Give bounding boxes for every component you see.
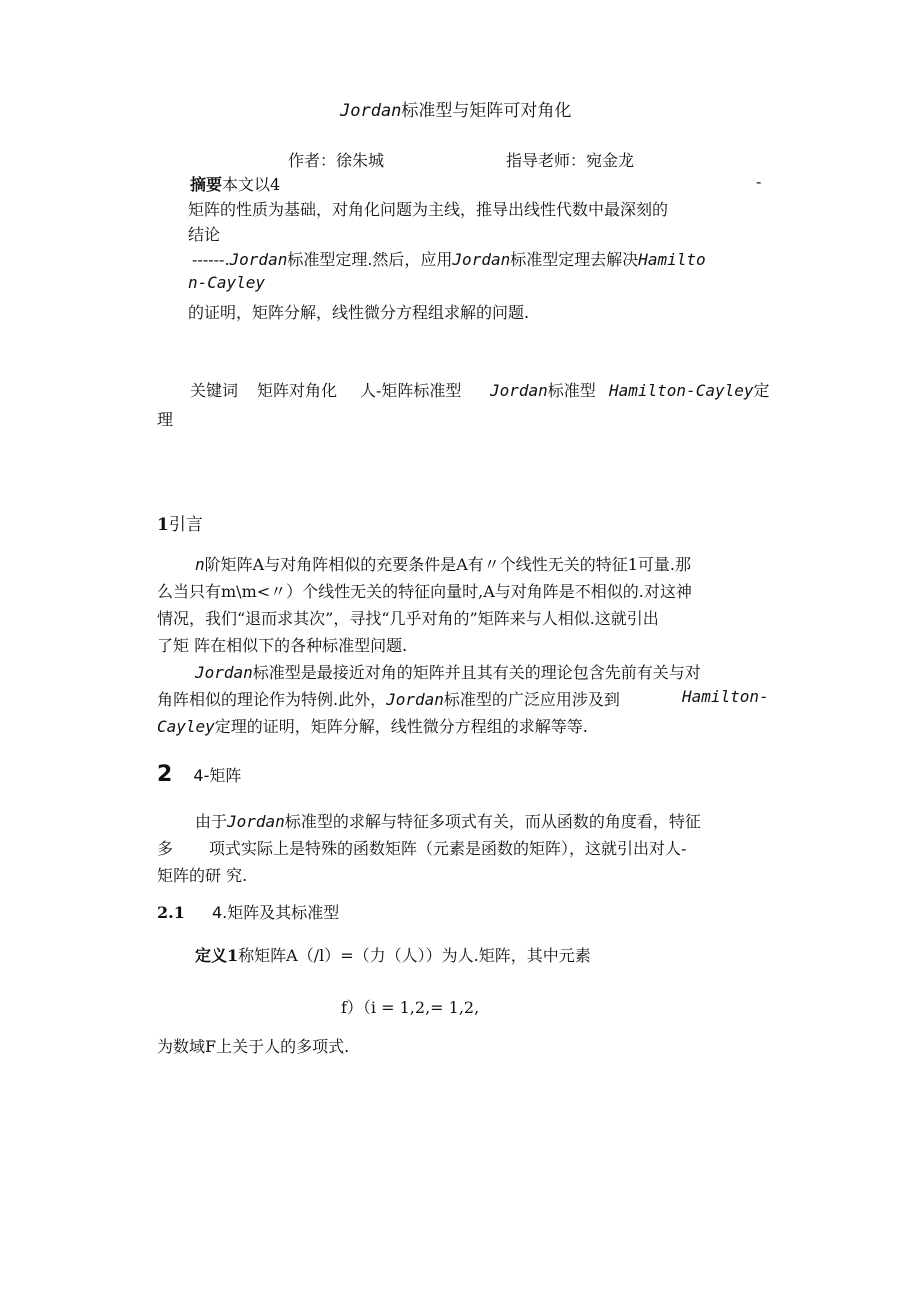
s1-p2-line-2 <box>157 687 620 710</box>
s1-p2-text-2b: 标准型的广泛应用涉及到 <box>443 690 620 709</box>
section-1-heading <box>157 510 203 535</box>
definition-1 <box>195 943 591 966</box>
s1-p2-hamilton: Hamilton- <box>682 687 769 706</box>
section-2-1-number: 2.1 <box>157 903 185 922</box>
s1-p2-text-1: 标准型是最接近对角的矩阵并且其有关的理论包含先前有关与对 <box>252 663 701 682</box>
section-1-title: 引言 <box>168 515 203 535</box>
keyword-1: 矩阵对角化 <box>257 381 338 400</box>
abstract-label: 摘要 <box>190 175 223 194</box>
abstract-text-1: 本文以4 <box>222 175 281 194</box>
keyword-2: 人-矩阵标准型 <box>360 381 462 400</box>
section-2-heading <box>157 762 241 787</box>
s1-p2-text-2a: 角阵相似的理论作为特例.此外， <box>157 690 387 709</box>
section-2-number: 2 <box>157 762 173 787</box>
keyword-4-text: 定 <box>753 381 770 400</box>
author-name: 作者：徐朱城 <box>288 151 385 170</box>
s2-p1-line-3: 矩阵的研 究. <box>157 866 248 885</box>
keyword-4-hamilton: Hamilton-Cayley <box>609 381 754 400</box>
s1-p2-text-3: 定理的证明，矩阵分解，线性微分方程组的求解等等. <box>214 717 588 736</box>
abstract-jordan-1: Jordan <box>229 250 288 269</box>
formula: f）（i = 1,2,= 1,2, <box>341 998 480 1017</box>
keyword-3-text: 标准型 <box>547 381 596 400</box>
s1-n: n <box>195 555 205 574</box>
title-jordan: Jordan <box>340 101 402 121</box>
keyword-3 <box>490 378 596 401</box>
section-2-1-heading <box>157 900 339 923</box>
s1-p1-line-3: 情况，我们“退而求其次”，寻找“几乎对角的”矩阵来与人相似.这就引出 <box>157 609 659 628</box>
advisor-name: 指导老师：宛金龙 <box>506 151 635 170</box>
s1-p2-jordan: Jordan <box>195 663 253 682</box>
abstract-line-1 <box>190 172 280 195</box>
title-text: 标准型与矩阵可对角化 <box>401 101 572 121</box>
s1-p1-line-4: 了矩 阵在相似下的各种标准型问题. <box>157 636 408 655</box>
section-2-title: 4-矩阵 <box>193 766 242 785</box>
keyword-3-jordan: Jordan <box>490 381 548 400</box>
section-2-1-title: 4.矩阵及其标准型 <box>211 903 340 922</box>
s2-jordan: Jordan <box>227 812 285 831</box>
s2-p1-line-1 <box>195 809 701 832</box>
s2-text-1b: 标准型的求解与特征多项式有关，而从函数的角度看，特征 <box>284 812 701 831</box>
keyword-4 <box>609 378 770 401</box>
abstract-dash: - <box>756 172 762 191</box>
abstract-dashes: ------. <box>192 250 230 269</box>
s1-p1-line-2: 么当只有m\m<〃）个线性无关的特征向量时,A与对角阵是不相似的.对这神 <box>157 582 692 601</box>
abstract-line-2: 矩阵的性质为基础，对角化问题为主线，推导出线性代数中最深刻的 <box>188 200 669 219</box>
definition-label: 定义1 <box>195 946 239 965</box>
definition-text: 称矩阵A（/l）=（力（人））为人.矩阵，其中元素 <box>238 946 591 965</box>
abstract-line-5: n-Cayley <box>188 273 266 292</box>
s2-p1-line-2b: 项式实际上是特殊的函数矩阵（元素是函数的矩阵），这就引出对人- <box>209 839 687 858</box>
abstract-jordan-2: Jordan <box>452 250 511 269</box>
keywords-label: 关键词 <box>190 381 239 400</box>
definition-conclusion: 为数域F上关于人的多项式. <box>157 1037 350 1056</box>
abstract-line-3: 结论 <box>188 225 221 244</box>
abstract-text-4b: 标准型定理去解决 <box>510 250 639 269</box>
abstract-line-4 <box>192 247 706 270</box>
s1-p2-cayley: Cayley <box>157 717 215 736</box>
s1-p2-line-1 <box>195 660 701 683</box>
s2-p1-line-2a: 多 <box>157 839 174 858</box>
s1-p2-line-3 <box>157 714 588 737</box>
s1-p1-text-1: 阶矩阵A与对角阵相似的充要条件是A有〃个线性无关的特征1可量.那 <box>204 555 692 574</box>
abstract-hamilton: Hamilto <box>638 250 706 269</box>
section-1-number: 1 <box>157 515 169 535</box>
page-title <box>340 96 571 121</box>
abstract-text-4a: 标准型定理.然后，应用 <box>287 250 453 269</box>
s1-p1-line-1 <box>195 552 691 575</box>
s2-text-1a: 由于 <box>195 812 228 831</box>
abstract-line-6: 的证明，矩阵分解，线性微分方程组求解的问题. <box>188 303 530 322</box>
s1-p2-jordan-2: Jordan <box>386 690 444 709</box>
keyword-4-continuation: 理 <box>157 410 174 429</box>
